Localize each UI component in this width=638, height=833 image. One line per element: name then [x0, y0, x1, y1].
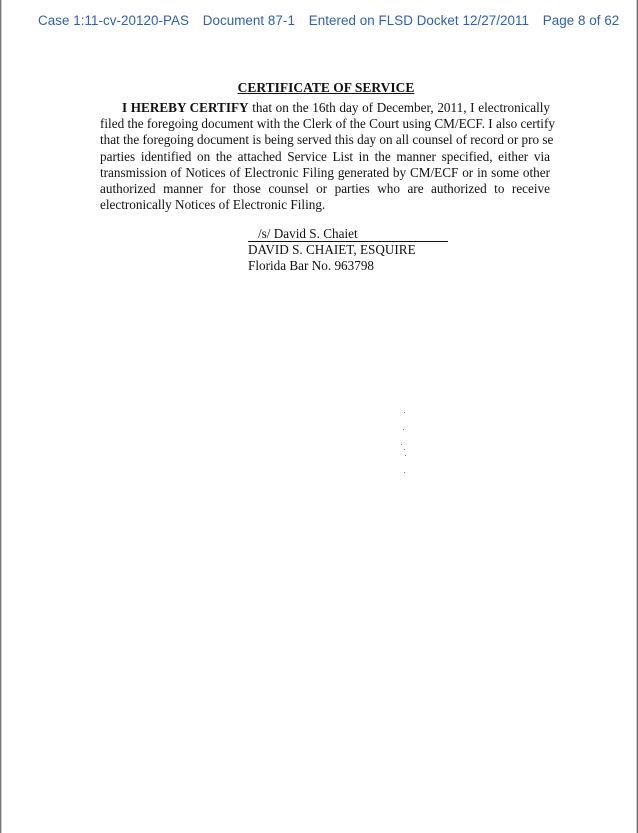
signature-line: /s/ David S. Chaiet [248, 226, 448, 242]
certify-lead: I HEREBY CERTIFY [122, 100, 249, 115]
page-left-edge [0, 0, 2, 833]
page-number: Page 8 of 62 [542, 13, 620, 28]
body-line-2: filed the foregoing document with the Clerk of the Court using CM/ECF. I also certify [100, 116, 555, 132]
document-number: Document 87-1 [202, 13, 295, 28]
bar-number: Florida Bar No. 963798 [248, 258, 375, 273]
page-title: CERTIFICATE OF SERVICE [237, 80, 415, 95]
signature-block [248, 226, 448, 274]
body-line-3: that the foregoing document is being served this day on all counsel of record or pro se [100, 132, 554, 148]
docket-header [38, 13, 620, 28]
body-line-5: transmission of Notices of Electronic Filing generated by CM/ECF or in some other [100, 164, 550, 180]
body-line-1 [100, 100, 550, 116]
signature-line-row [248, 226, 448, 242]
case-number: Case 1:11-cv-20120-PAS [38, 13, 189, 28]
docket-entry: Entered on FLSD Docket 12/27/2011 [308, 13, 529, 28]
body-line-6: authorized manner for those counsel or parties who are authorized to receive [100, 181, 550, 197]
body-line-7: electronically Notices of Electronic Filing. [100, 197, 326, 213]
body-line-4: parties identified on the attached Service List in the manner specified, either via [100, 148, 550, 164]
signer-name: DAVID S. CHAIET, ESQUIRE [248, 242, 416, 257]
certificate-body [100, 100, 555, 213]
body-line-1-text: that on the 16th day of December, 2011, I electronically [248, 100, 550, 115]
